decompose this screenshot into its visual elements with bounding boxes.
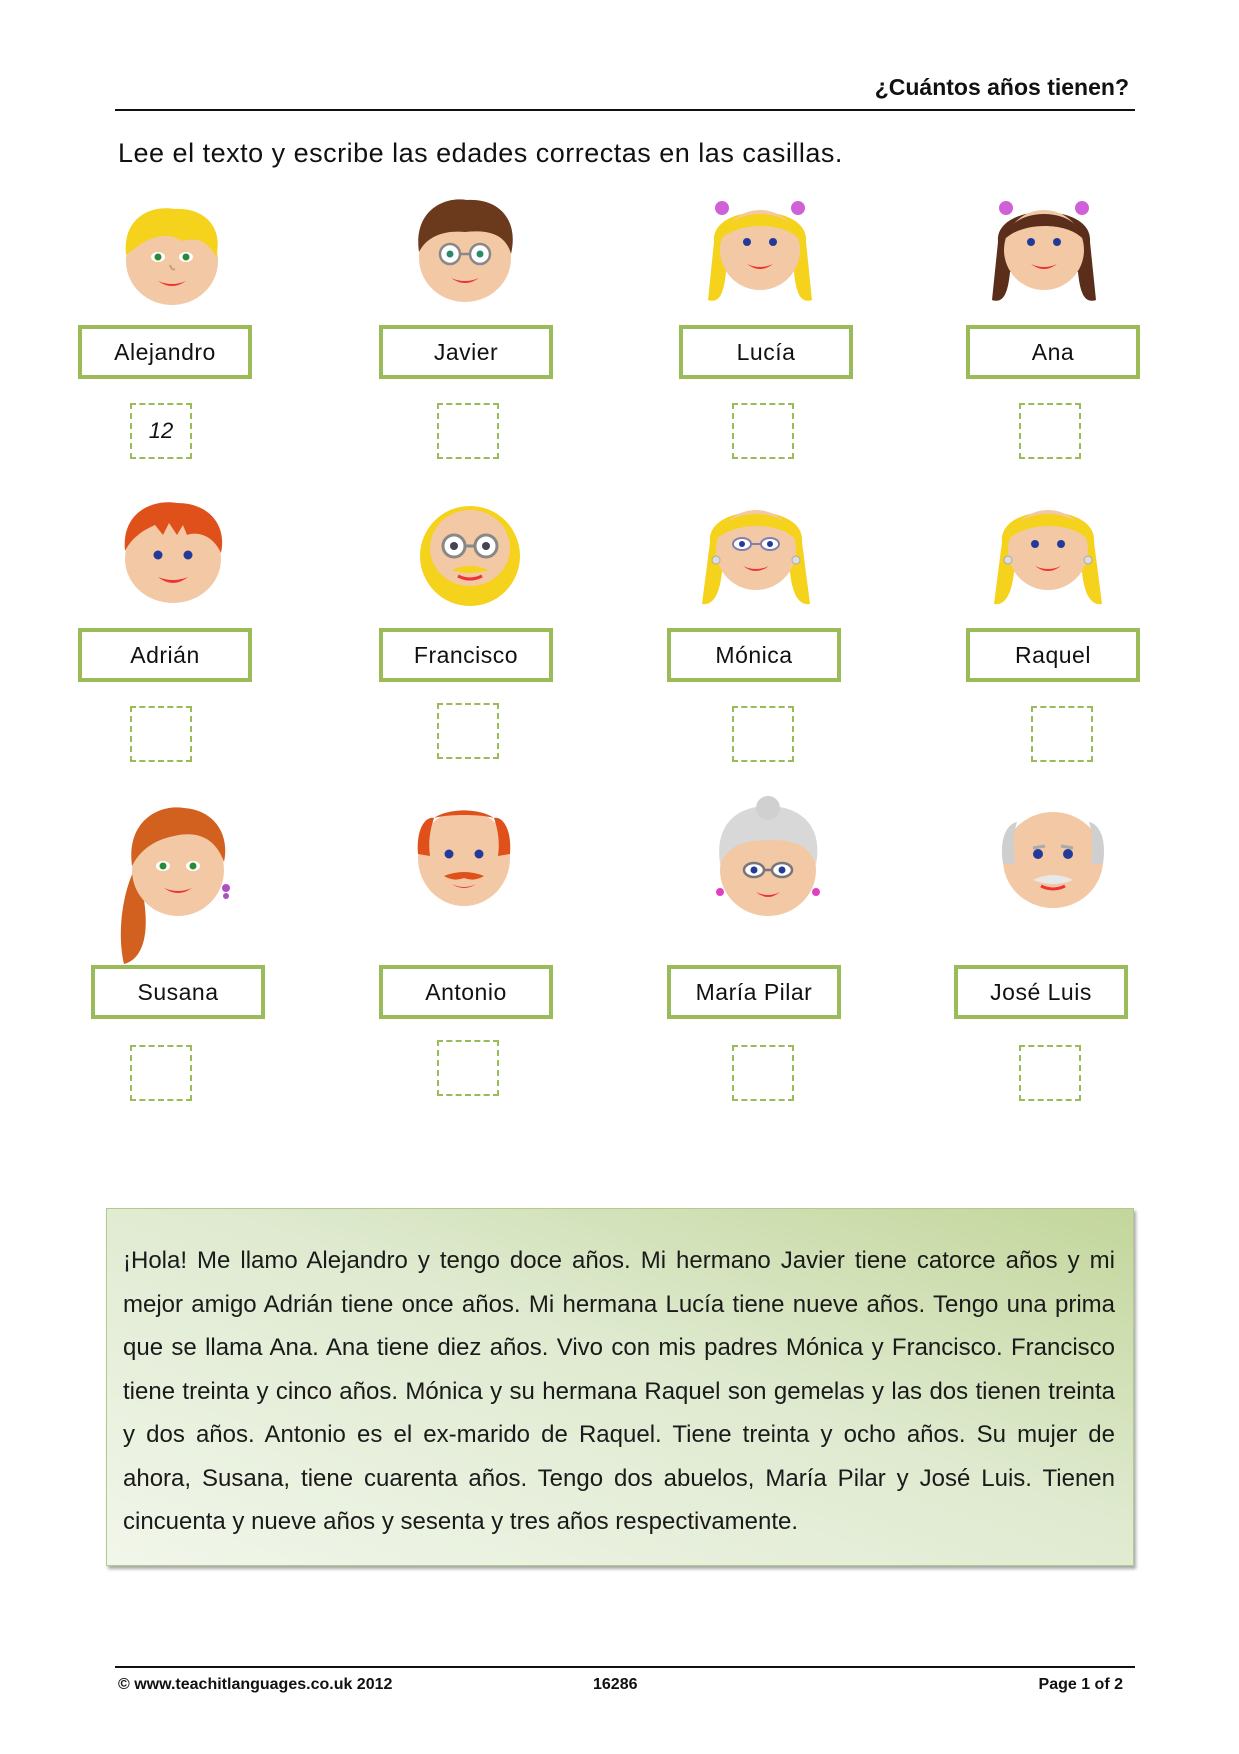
name-box-javier: Javier (379, 325, 553, 379)
age-box-raquel[interactable] (1031, 706, 1093, 762)
instruction-text: Lee el texto y escribe las edades correctas en las casillas. (118, 138, 843, 168)
age-box-alejandro[interactable]: 12 (130, 403, 192, 459)
francisco-face-icon (410, 492, 530, 612)
name-box-francisco: Francisco (379, 628, 553, 682)
footer-page-number: Page 1 of 2 (1038, 1676, 1123, 1693)
name-box-antonio: Antonio (379, 965, 553, 1019)
page-title: ¿Cuántos años tienen? (874, 74, 1129, 100)
name-box-susana: Susana (91, 965, 265, 1019)
name-box-adrian: Adrián (78, 628, 252, 682)
antonio-face-icon (404, 798, 524, 918)
name-box-maria-pilar: María Pilar (667, 965, 841, 1019)
maria-pilar-face-icon (708, 800, 828, 920)
footer-copyright: © www.teachitlanguages.co.uk 2012 (118, 1676, 393, 1693)
age-box-ana[interactable] (1019, 403, 1081, 459)
footer-divider (115, 1666, 1135, 1668)
ana-face-icon (984, 192, 1104, 312)
age-box-francisco[interactable] (437, 703, 499, 759)
age-box-jose-luis[interactable] (1019, 1045, 1081, 1101)
name-box-monica: Mónica (667, 628, 841, 682)
reading-text-panel (106, 1208, 1134, 1566)
age-box-monica[interactable] (732, 706, 794, 762)
name-box-alejandro: Alejandro (78, 325, 252, 379)
alejandro-face-icon (112, 197, 232, 317)
age-box-javier[interactable] (437, 403, 499, 459)
monica-face-icon (696, 492, 816, 612)
age-box-maria-pilar[interactable] (732, 1045, 794, 1101)
jose-luis-face-icon (993, 798, 1113, 918)
header-divider (115, 109, 1135, 111)
footer-code: 16286 (593, 1676, 638, 1693)
age-box-adrian[interactable] (130, 706, 192, 762)
adrian-face-icon (113, 495, 233, 615)
age-box-susana[interactable] (130, 1045, 192, 1101)
age-box-antonio[interactable] (437, 1040, 499, 1096)
name-box-jose-luis: José Luis (954, 965, 1128, 1019)
lucia-face-icon (700, 192, 820, 312)
javier-face-icon (405, 192, 525, 312)
age-box-lucia[interactable] (732, 403, 794, 459)
reading-text: ¡Hola! Me llamo Alejandro y tengo doce años. Mi hermano Javier tiene catorce años y mi mejor amigo Adrián tiene once años. Mi hermana Lucía tiene nueve años. Tengo una prima que se llama Ana. Ana tiene diez años. Vivo con mis padres Mónica y Francisco. Francisco tiene treinta y cinco años. Mónica y su hermana Raquel son gemelas y las dos tienen treinta y dos años. Antonio es el ex-marido de Raquel. Tiene treinta y ocho años. Su mujer de ahora, Susana, tiene cuarenta años. Tengo dos abuelos, María Pilar y José Luis. Tienen cincuenta y nueve años y sesenta y tres años respectivamente. (123, 1247, 1115, 1535)
name-box-raquel: Raquel (966, 628, 1140, 682)
name-box-lucia: Lucía (679, 325, 853, 379)
name-box-ana: Ana (966, 325, 1140, 379)
raquel-face-icon (988, 492, 1108, 612)
susana-face-icon (110, 800, 240, 970)
